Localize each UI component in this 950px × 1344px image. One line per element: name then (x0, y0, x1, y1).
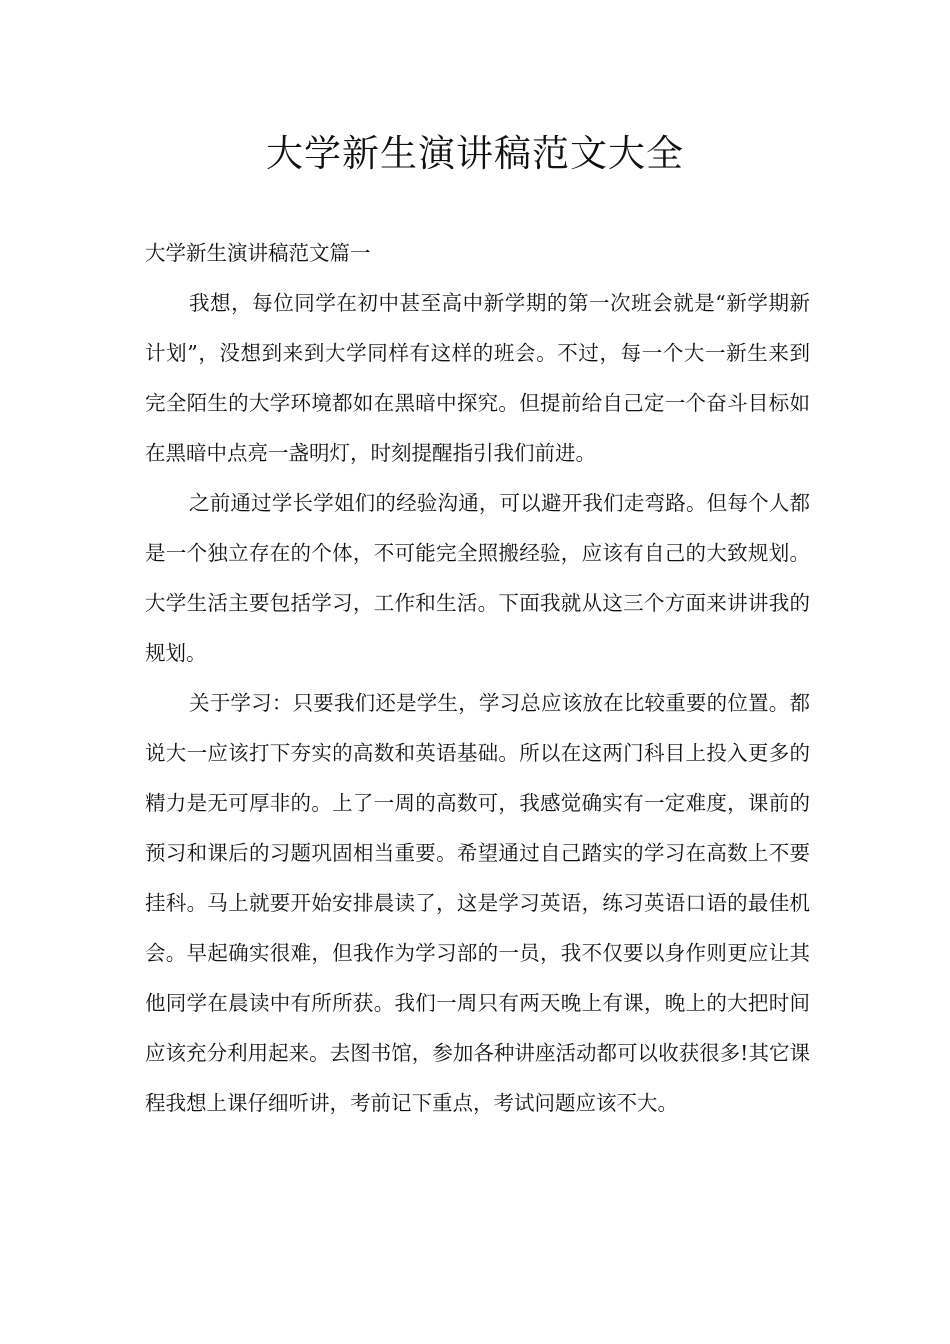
document-title: 大学新生演讲稿范文大全 (266, 132, 684, 175)
paragraph-3: 关于学习：只要我们还是学生，学习总应该放在比较重要的位置。都说大一应该打下夯实的高数和英语基础。所以在这两门科目上投入更多的精力是无可厚非的。上了一周的高数可，我感觉确实有一定难度，课前的预习和课后的习题巩固相当重要。希望通过自己踏实的学习在高数上不要挂科。马上就要开始安排晨读了，这是学习英语，练习英语口语的最佳机会。早起确实很难，但我作为学习部的一员，我不仅要以身作则更应让其他同学在晨读中有所所获。我们一周只有两天晚上有课，晚上的大把时间应该充分利用起来。去图书馆，参加各种讲座活动都可以收获很多!其它课程我想上课仔细听讲，考前记下重点，考试问题应该不大。 (145, 691, 810, 1115)
section-heading: 大学新生演讲稿范文篇一 (145, 241, 371, 265)
paragraph-1: 我想，每位同学在初中甚至高中新学期的第一次班会就是“新学期新计划”，没想到来到大学同样有这样的班会。不过，每一个大一新生来到完全陌生的大学环境都如在黑暗中探究。但提前给自己定一个奋斗目标如在黑暗中点亮一盏明灯，时刻提醒指引我们前进。 (145, 291, 810, 465)
document-body (145, 228, 810, 1128)
paragraph-2: 之前通过学长学姐们的经验沟通，可以避开我们走弯路。但每个人都是一个独立存在的个体，不可能完全照搬经验，应该有自己的大致规划。大学生活主要包括学习，工作和生活。下面我就从这三个方面来讲讲我的规划。 (145, 491, 810, 665)
